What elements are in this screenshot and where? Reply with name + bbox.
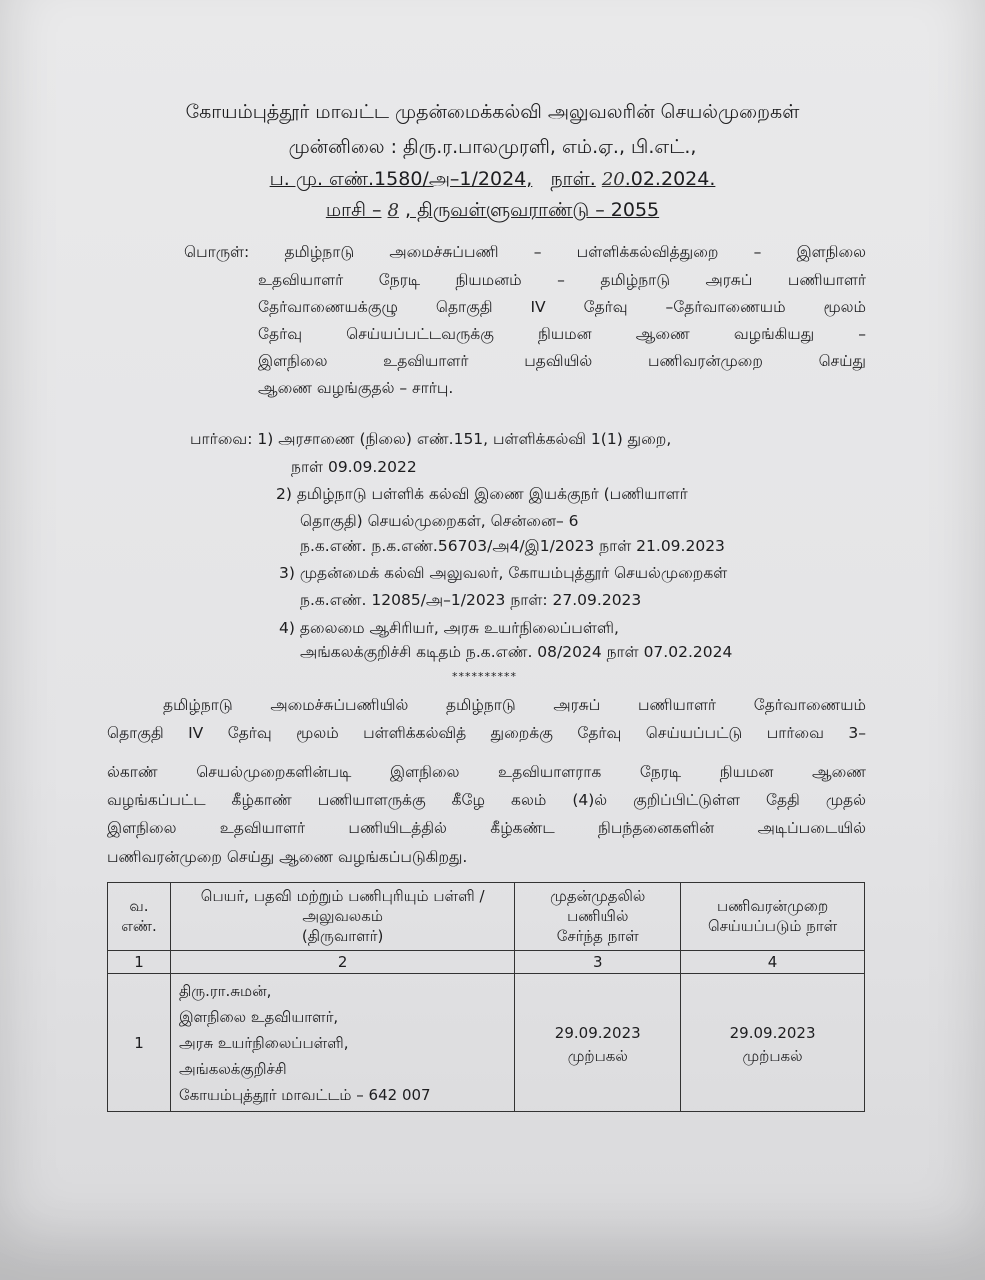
month-suffix: , திருவள்ளுவராண்டு – 2055 (405, 199, 660, 221)
body-line: ல்காண் செயல்முறைகளின்படி இளநிலை உதவியாளராக நேரடி நியமன ஆணை (107, 763, 866, 781)
office-title: கோயம்புத்தூர் மாவட்ட முதன்மைக்கல்வி அலுவலரின் செயல்முறைகள் (185, 101, 800, 123)
date-label: நாள். (550, 168, 596, 190)
subject-line: தேர்வாணையக்குழு தொகுதி IV தேர்வு –தேர்வாணையம் மூலம் (258, 298, 866, 316)
reference-item: 2) தமிழ்நாடு பள்ளிக் கல்வி இணை இயக்குநர் (பணியாளர் (276, 485, 688, 503)
header-joining-date: முதன்முதலில் பணியில் சேர்ந்த நாள் (515, 883, 681, 951)
subject-line: உதவியாளர் நேரடி நியமனம் – தமிழ்நாடு அரசுப் பணியாளர் (258, 271, 866, 289)
header-name-post-school: பெயர், பதவி மற்றும் பணிபுரியும் பள்ளி / அலுவலகம் (திருவாளர்) (170, 883, 514, 951)
reference-item: 3) முதன்மைக் கல்வி அலுவலர், கோயம்புத்தூர் செயல்முறைகள் (279, 564, 728, 582)
serial-number: 1 (108, 974, 171, 1112)
column-number: 1 (108, 951, 171, 974)
reference-item: பார்வை: 1) அரசாணை (நிலை) எண்.151, பள்ளிக்கல்வி 1(1) துறை, (190, 430, 672, 448)
joining-date: 29.09.2023 முற்பகல் (515, 974, 681, 1112)
reference-item: நாள் 09.09.2022 (291, 458, 417, 476)
handwritten-month-day: 8 (387, 200, 399, 221)
subject-line: இளநிலை உதவியாளர் பதவியில் பணிவரன்முறை செய்து (258, 352, 866, 370)
reference-item: அங்கலக்குறிச்சி கடிதம் ந.க.எண். 08/2024 நாள் 07.02.2024 (300, 643, 733, 661)
body-line: இளநிலை உதவியாளர் பணியிடத்தில் கீழ்கண்ட நிபந்தனைகளின் அடிப்படையில் (107, 819, 866, 837)
separator: ********** (452, 670, 517, 683)
column-number: 4 (681, 951, 865, 974)
handwritten-day: 20 (601, 169, 625, 190)
tamil-calendar-line (0, 199, 985, 224)
subject-line: தேர்வு செய்யப்பட்டவருக்கு நியமன ஆணை வழங்கியது – (258, 325, 866, 343)
table-row (108, 974, 865, 1112)
table-header-row (108, 883, 865, 951)
header-regularisation-date: பணிவரன்முறை செய்யப்படும் நாள் (681, 883, 865, 951)
column-number-row (108, 951, 865, 974)
regularisation-table (107, 882, 865, 1112)
body-line: வழங்கப்பட்ட கீழ்காண் பணியாளருக்கு கீழே கலம் (4)ல் குறிப்பிட்டுள்ள தேதி முதல் (107, 791, 866, 809)
body-line: தமிழ்நாடு அமைச்சுப்பணியில் தமிழ்நாடு அரசுப் பணியாளர் தேர்வாணையம் (163, 696, 866, 714)
body-line: தொகுதி IV தேர்வு மூலம் பள்ளிக்கல்வித் துறைக்கு தேர்வு செய்யப்பட்டு பார்வை 3– (107, 724, 866, 742)
presiding-officer: முன்னிலை : திரு.ர.பாலமுரளி, எம்.ஏ., பி.எட்., (288, 136, 697, 158)
body-line: பணிவரன்முறை செய்து ஆணை வழங்கப்படுகிறது. (107, 848, 468, 866)
employee-details: திரு.ரா.சுமன், இளநிலை உதவியாளர், அரசு உயர்நிலைப்பள்ளி, அங்கலக்குறிச்சி கோயம்புத்தூர் மாவட்டம் – 642 007 (170, 974, 514, 1112)
column-number: 2 (170, 951, 514, 974)
month-prefix: மாசி – (325, 199, 382, 221)
header-serial: வ. எண். (108, 883, 171, 951)
subject-line: ஆணை வழங்குதல் – சார்பு. (258, 379, 454, 397)
proceeding-number: ப. மு. எண்.1580/அ–1/2024, (269, 168, 533, 190)
regularisation-date: 29.09.2023 முற்பகல் (681, 974, 865, 1112)
reference-item: ந.க.எண். 12085/அ–1/2023 நாள்: 27.09.2023 (300, 591, 642, 609)
subject-line: பொருள்: தமிழ்நாடு அமைச்சுப்பணி – பள்ளிக்கல்வித்துறை – இளநிலை (184, 243, 866, 261)
reference-item: தொகுதி) செயல்முறைகள், சென்னை– 6 (300, 512, 579, 530)
reference-item: ந.க.எண். ந.க.எண்.56703/அ4/இ1/2023 நாள் 21.09.2023 (300, 537, 725, 555)
date-suffix: .02.2024. (624, 168, 716, 190)
reference-line (0, 168, 985, 193)
column-number: 3 (515, 951, 681, 974)
reference-item: 4) தலைமை ஆசிரியர், அரசு உயர்நிலைப்பள்ளி, (279, 619, 619, 637)
